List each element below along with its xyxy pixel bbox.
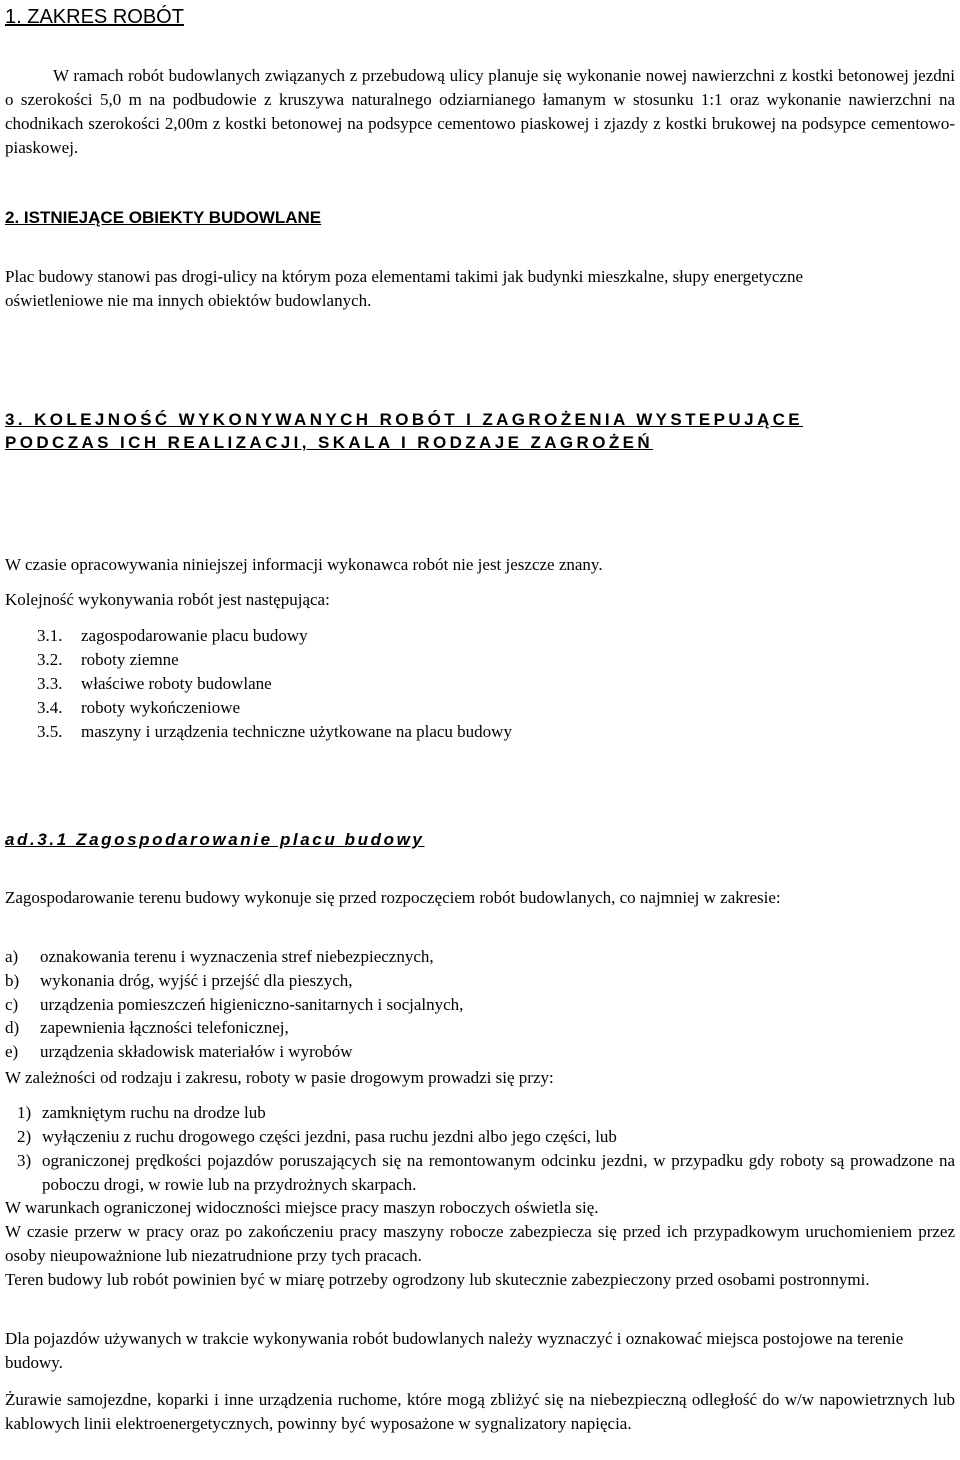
list-item: 2) wyłączeniu z ruchu drogowego części jezdni, pasa ruchu jezdni albo jego części, lub: [17, 1127, 617, 1146]
road-works-paragraph: W zależności od rodzaju i zakresu, roboty w pasie drogowym prowadzi się przy:: [5, 1068, 554, 1087]
list-item: c) urządzenia pomieszczeń higieniczno-sanitarnych i socjalnych,: [5, 994, 464, 1014]
site-setup-list: [5, 945, 955, 1064]
list-item: d) zapewnienia łączności telefonicznej,: [5, 1018, 289, 1038]
cranes-paragraph: Żurawie samojezdne, koparki i inne urządzenia ruchome, które mogą zbliżyć się na niebezpieczną odległość do w/w napowietrznych lub kablowych linii elektroenergetycznych, powinny być wyposażone w sygnalizatory napięcia.: [5, 1390, 955, 1433]
section-3-1-heading: ad.3.1 Zagospodarowanie placu budowy: [5, 830, 425, 849]
section-2-paragraph: Plac budowy stanowi pas drogi-ulicy na którym poza elementami takimi jak budynki mieszkalne, słupy energetyczne oświetleniowe nie ma innych obiektów budowlanych.: [5, 267, 804, 310]
works-order-list: [37, 624, 512, 744]
section-3-heading-line-1: 3. KOLEJNOŚĆ WYKONYWANYCH ROBÓT I ZAGROŻENIA WYSTEPUJĄCE: [5, 410, 804, 429]
section-3-heading-line-2: PODCZAS ICH REALIZACJI, SKALA I RODZAJE ZAGROŻEŃ: [5, 433, 654, 452]
section-1-heading: 1. ZAKRES ROBÓT: [5, 6, 184, 28]
list-item: 1) zamkniętym ruchu na drodze lub: [17, 1103, 266, 1122]
road-works-list: [5, 1101, 955, 1197]
section-3-paragraph-contractor: W czasie opracowywania niniejszej informacji wykonawca robót nie jest jeszcze znany.: [5, 555, 603, 574]
vehicles-paragraph: Dla pojazdów używanych w trakcie wykonywania robót budowlanych należy wyznaczyć i oznakować miejsca postojowe na terenie budowy.: [5, 1329, 904, 1372]
section-3-heading: [5, 408, 955, 454]
section-1-paragraph: W ramach robót budowlanych związanych z przebudową ulicy planuje się wykonanie nowej nawierzchni z kostki betonowej jezdni o szerokości 5,0 m na podbudowie z kruszywa naturalnego odziarnianego łamanym w stosunku 1:1 oraz wykonanie nawierzchni na chodnikach szerokości 2,00m z kostki betonowej na podsypce cementowo piaskowej i zjazdy z kostki brukowej na podsypce cementowo-piaskowej.: [5, 66, 955, 157]
section-2-heading: 2. ISTNIEJĄCE OBIEKTY BUDOWLANE: [5, 208, 322, 227]
list-item: 3) ograniczonej prędkości pojazdów poruszających się na remontowanym odcinku jezdni, w przypadku gdy roboty są prowadzone na poboczu drogi, w rowie lub na przydrożnych skarpach.: [17, 1151, 955, 1194]
breaks-paragraph: W czasie przerw w pracy oraz po zakończeniu pracy maszyny robocze zabezpiecza się przed ich przypadkowym uruchomieniem przez osoby nieupoważnione lub niezatrudnione przy tych pracach.: [5, 1222, 955, 1265]
visibility-paragraph: W warunkach ograniczonej widoczności miejsce pracy maszyn roboczych oświetla się.: [5, 1198, 599, 1217]
list-item: 3.4. roboty wykończeniowe: [37, 698, 241, 717]
list-item: 3.3. właściwe roboty budowlane: [37, 674, 272, 693]
fence-paragraph: Teren budowy lub robót powinien być w miarę potrzeby ogrodzony lub skutecznie zabezpieczony przed osobami postronnymi.: [5, 1270, 870, 1289]
section-3-1-intro: Zagospodarowanie terenu budowy wykonuje się przed rozpoczęciem robót budowlanych, co najmniej w zakresie:: [5, 888, 781, 907]
list-item: e) urządzenia składowisk materiałów i wyrobów: [5, 1042, 353, 1062]
section-3-paragraph-order: Kolejność wykonywania robót jest następująca:: [5, 590, 330, 609]
list-item: a) oznakowania terenu i wyznaczenia stref niebezpiecznych,: [5, 947, 434, 966]
list-item: b) wykonania dróg, wyjść i przejść dla pieszych,: [5, 970, 353, 990]
list-item: 3.2. roboty ziemne: [37, 650, 179, 669]
list-item: 3.5. maszyny i urządzenia techniczne użytkowane na placu budowy: [37, 722, 512, 741]
list-item: 3.1. zagospodarowanie placu budowy: [37, 626, 308, 645]
